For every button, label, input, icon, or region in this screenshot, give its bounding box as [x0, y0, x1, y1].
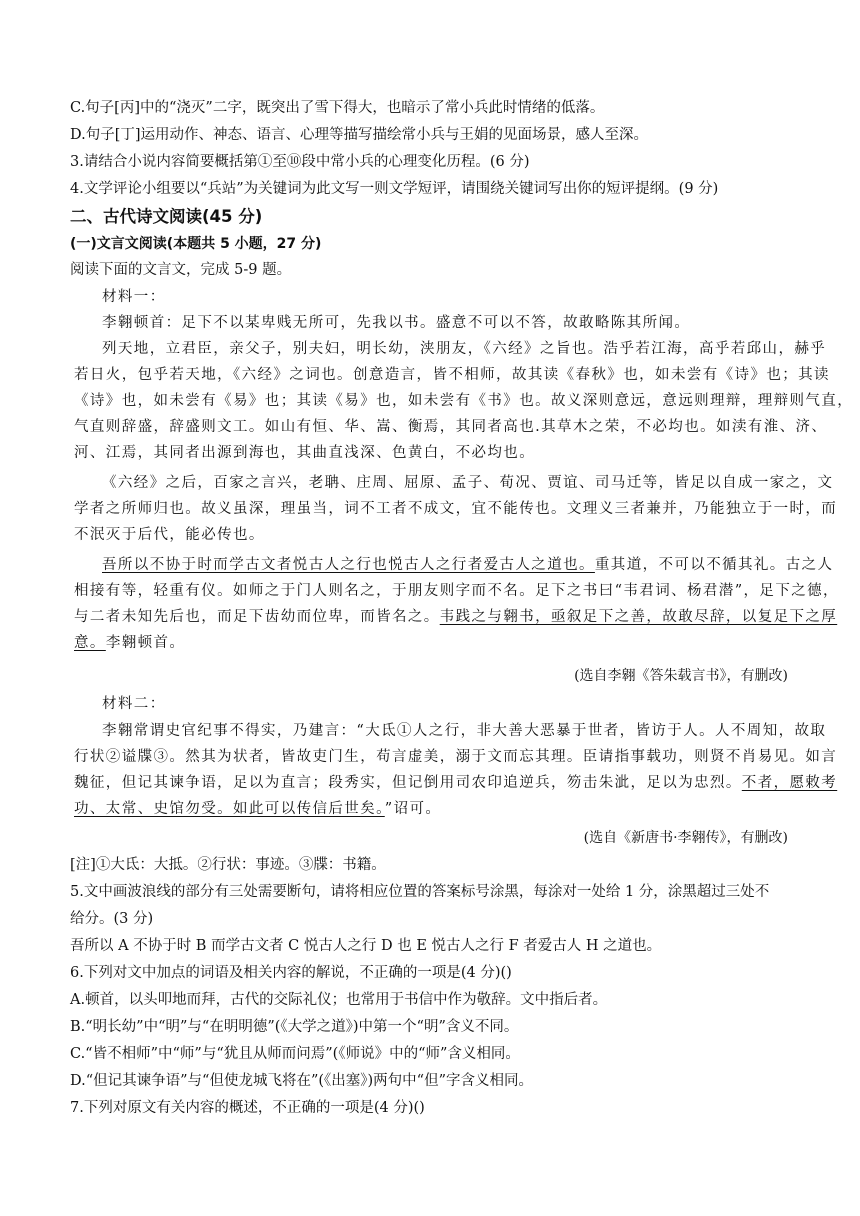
material1-line: 李翱顿首：足下不以某卑贱无所可，先我以书。盛意不可以不答，故敢略陈其所闻。: [102, 315, 691, 331]
material2-label: 材料二：: [102, 696, 166, 712]
material1-line: 若日火，包乎若天地，《六经》之词也。创意造言，皆不相师，故其读《春秋》也，如未尝有《诗》也；其读: [74, 367, 830, 383]
material1-para4-line1: [102, 554, 833, 576]
material1-para4-line3: [74, 606, 837, 628]
material2-text: 魏征，但记其谏争语，足以为直言；段秀实，但记倒用司农印追逆兵，笏击朱泚，足以为忠烈。: [74, 775, 742, 791]
material1-para4-line4: [74, 632, 185, 654]
underlined-sentence: 不者，愿敕考: [741, 775, 838, 791]
material2-line3: [74, 772, 837, 794]
question-6: 6.下列对文中加点的词语及相关内容的解说，不正确的一项是(4 分)(): [70, 965, 512, 981]
material1-line: 气直则辞盛，辞盛则文工。如山有恒、华、嵩、衡焉，其同者高也.其草木之荣，不必均也。如渎有淮、济、: [74, 419, 828, 435]
underlined-sentence: 功、太常、史馆勿受。如此可以传信后世矣。: [74, 801, 385, 817]
wavy-underlined-passage: 吾所以不协于时而学古文者悦古人之行也悦古人之行者爱古人之道也。: [102, 557, 595, 573]
question-option-c: C.句子[丙]中的“浇灭”二字，既突出了雪下得大，也暗示了常小兵此时情绪的低落。: [70, 100, 605, 116]
question-3: 3.请结合小说内容简要概括第①至⑩段中常小兵的心理变化历程。(6 分): [70, 154, 530, 170]
question-6-option-b: B.“明长幼”中“明”与“在明明德”(《大学之道》)中第一个“明”含义不同。: [70, 1019, 519, 1035]
material1-line: 《六经》之后，百家之言兴，老聃、庄周、屈原、孟子、荀况、贾谊、司马迁等，皆足以自成一家之，文: [102, 475, 834, 491]
material1-line: 列天地，立君臣，亲父子，别夫妇，明长幼，浃朋友，《六经》之旨也。浩乎若江海，高乎若邱山，赫乎: [102, 341, 827, 357]
subsection-title: (一)文言文阅读(本题共 5 小题，27 分): [70, 236, 322, 252]
underlined-sentence: 意。: [74, 635, 106, 651]
material1-line: 相接有等，轻重有仪。如师之于门人则名之，于朋友则字而不名。足下之书曰“韦君词、杨君潜”，足下之德，: [74, 583, 839, 599]
question-5-cont: 给分。(3 分): [70, 911, 154, 927]
instruction: 阅读下面的文言文，完成 5-9 题。: [70, 262, 292, 278]
question-6-option-c: C.“皆不相师”中“师”与“犹且从师而问焉”(《师说》中的“师”含义相同。: [70, 1046, 520, 1062]
material2-line: 行状②谥牒③。然其为状者，皆故吏门生，苟言虚美，溺于文而忘其理。臣请指事载功，则贤不肖易见。如言: [74, 749, 838, 765]
question-4: 4.文学评论小组要以“兵站”为关键词为此文写一则文学短评，请围绕关键词写出你的短评提纲。(9 分): [70, 181, 719, 197]
material1-source: (选自李翱《答朱载言书》，有删改): [574, 668, 788, 684]
material2-text: ”诏可。: [384, 801, 442, 817]
material1-line: 学者之所师归也。故义虽深，理虽当，词不工者不成文，宜不能传也。文理义三者兼并，乃能独立于一时，而: [74, 501, 838, 517]
material1-line: 河、江焉，其同者出源到海也，其曲直浅深、色黄白，不必均也。: [74, 445, 536, 461]
underlined-sentence: 韦践之与翱书，亟叙足下之善，故敢尽辞，以复足下之厚: [439, 609, 838, 625]
material2-line: 李翱常谓史官纪事不得实，乃建言：“大氐①人之行，非大善大恶暴于世者，皆访于人。人不周知，故取: [102, 723, 827, 739]
material1-text: 重其道，不可以不循其礼。古之人: [594, 557, 834, 573]
material2-line4: [74, 798, 441, 820]
material1-text: 李翱顿首。: [105, 635, 186, 651]
question-option-d: D.句子[丁]运用动作、神态、语言、心理等描写描绘常小兵与王娟的见面场景，感人至深。: [70, 127, 649, 143]
question-6-option-d: D.“但记其谏争语”与“但使龙城飞将在”(《出塞》)两句中“但”字含义相同。: [70, 1073, 534, 1089]
question-5-sentence: 吾所以 A 不协于时 B 而学古文者 C 悦古人之行 D 也 E 悦古人之行 F 者爱古人 H 之道也。: [70, 938, 662, 954]
footnote: [注]①大氐：大抵。②行状：事迹。③牒：书籍。: [70, 857, 386, 873]
question-5: 5.文中画波浪线的部分有三处需要断句，请将相应位置的答案标号涂黑，每涂对一处给 1 分，涂黑超过三处不: [70, 884, 770, 900]
material1-line: 《诗》也，如未尝有《易》也；其读《易》也，如未尝有《书》也。故义深则意远，意远则理辩，理辩则气直，: [74, 393, 854, 409]
material1-text: 与二者未知先后也，而足下齿幼而位卑，而皆名之。: [74, 609, 440, 625]
material1-line: 不泯灭于后代，能必传也。: [74, 527, 265, 543]
section-title: 二、古代诗文阅读(45 分): [70, 207, 263, 226]
question-6-option-a: A.顿首，以头叩地而拜，古代的交际礼仪；也常用于书信中作为敬辞。文中指后者。: [70, 992, 608, 1008]
question-7: 7.下列对原文有关内容的概述，不正确的一项是(4 分)(): [70, 1100, 425, 1116]
material1-label: 材料一：: [102, 289, 166, 305]
material2-source: (选自《新唐书·李翱传》，有删改): [583, 830, 788, 846]
